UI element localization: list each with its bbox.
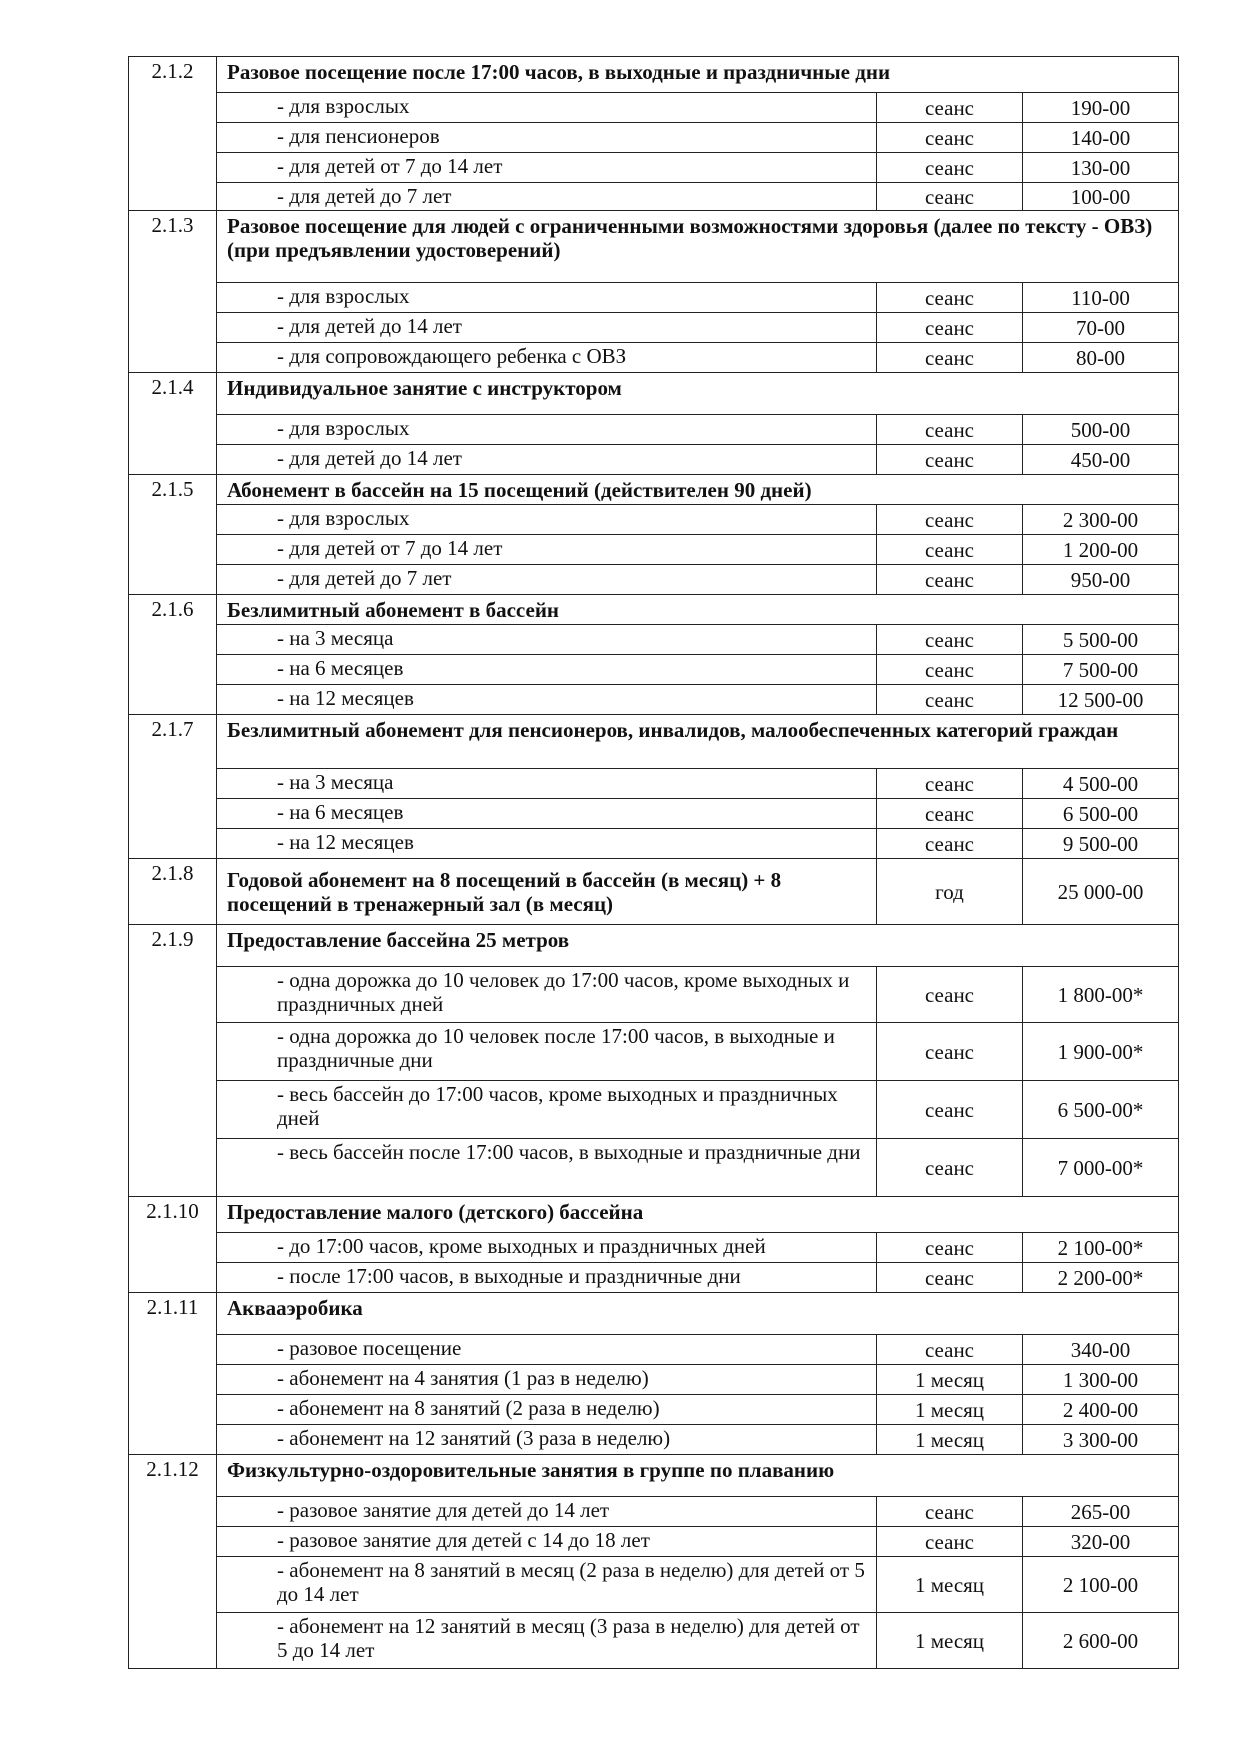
service-unit: 1 месяц bbox=[877, 1365, 1023, 1395]
service-name: - после 17:00 часов, в выходные и праздничные дни bbox=[217, 1263, 877, 1293]
service-name: - на 3 месяца bbox=[217, 625, 877, 655]
service-price: 100-00 bbox=[1023, 183, 1179, 211]
service-unit: сеанс bbox=[877, 153, 1023, 183]
service-name: - для взрослых bbox=[217, 93, 877, 123]
section-code: 2.1.12 bbox=[129, 1455, 217, 1669]
service-name: - разовое занятие для детей до 14 лет bbox=[217, 1497, 877, 1527]
section-title: Разовое посещение для людей с ограниченными возможностями здоровья (далее по тексту - ОВЗ) (при предъявлении удостоверений) bbox=[217, 211, 1179, 283]
price-row bbox=[129, 1139, 1179, 1197]
price-row bbox=[129, 769, 1179, 799]
price-row bbox=[129, 1527, 1179, 1557]
section-title: Аквааэробика bbox=[217, 1293, 1179, 1335]
section-title: Предоставление малого (детского) бассейна bbox=[217, 1197, 1179, 1233]
service-price: 950-00 bbox=[1023, 565, 1179, 595]
service-unit: сеанс bbox=[877, 1081, 1023, 1139]
price-row bbox=[129, 283, 1179, 313]
section-code: 2.1.3 bbox=[129, 211, 217, 373]
section-code: 2.1.5 bbox=[129, 475, 217, 595]
service-unit: сеанс bbox=[877, 93, 1023, 123]
price-row bbox=[129, 1395, 1179, 1425]
service-price: 500-00 bbox=[1023, 415, 1179, 445]
service-name: - разовое посещение bbox=[217, 1335, 877, 1365]
service-name: - для детей до 7 лет bbox=[217, 183, 877, 211]
service-price: 4 500-00 bbox=[1023, 769, 1179, 799]
service-price: 340-00 bbox=[1023, 1335, 1179, 1365]
section-header-row bbox=[129, 475, 1179, 505]
price-row bbox=[129, 829, 1179, 859]
service-unit: сеанс bbox=[877, 313, 1023, 343]
service-name: - весь бассейн после 17:00 часов, в выходные и праздничные дни bbox=[217, 1139, 877, 1197]
section-header-row bbox=[129, 925, 1179, 967]
price-row bbox=[129, 685, 1179, 715]
service-price: 110-00 bbox=[1023, 283, 1179, 313]
service-name: - на 12 месяцев bbox=[217, 829, 877, 859]
price-list-document bbox=[128, 56, 1178, 1669]
service-price: 2 400-00 bbox=[1023, 1395, 1179, 1425]
service-unit: сеанс bbox=[877, 799, 1023, 829]
service-price: 450-00 bbox=[1023, 445, 1179, 475]
service-price: 9 500-00 bbox=[1023, 829, 1179, 859]
section-code: 2.1.10 bbox=[129, 1197, 217, 1293]
service-unit: 1 месяц bbox=[877, 1425, 1023, 1455]
service-name: - для детей от 7 до 14 лет bbox=[217, 153, 877, 183]
section-code: 2.1.9 bbox=[129, 925, 217, 1197]
section-title: Предоставление бассейна 25 метров bbox=[217, 925, 1179, 967]
service-name: - до 17:00 часов, кроме выходных и праздничных дней bbox=[217, 1233, 877, 1263]
service-unit: сеанс bbox=[877, 535, 1023, 565]
service-unit: сеанс bbox=[877, 415, 1023, 445]
service-unit: сеанс bbox=[877, 1233, 1023, 1263]
service-name: - для сопровождающего ребенка с ОВЗ bbox=[217, 343, 877, 373]
service-price: 3 300-00 bbox=[1023, 1425, 1179, 1455]
price-row bbox=[129, 1365, 1179, 1395]
service-name: - на 6 месяцев bbox=[217, 799, 877, 829]
price-row bbox=[129, 1557, 1179, 1613]
section-code: 2.1.4 bbox=[129, 373, 217, 475]
service-name: - одна дорожка до 10 человек после 17:00 часов, в выходные и праздничные дни bbox=[217, 1023, 877, 1081]
price-row bbox=[129, 1233, 1179, 1263]
section-title: Физкультурно-оздоровительные занятия в группе по плаванию bbox=[217, 1455, 1179, 1497]
service-unit: сеанс bbox=[877, 1335, 1023, 1365]
price-row bbox=[129, 123, 1179, 153]
service-name: - на 12 месяцев bbox=[217, 685, 877, 715]
service-name: - абонемент на 8 занятий в месяц (2 раза в неделю) для детей от 5 до 14 лет bbox=[217, 1557, 877, 1613]
price-table bbox=[128, 56, 1179, 1669]
service-unit: сеанс bbox=[877, 625, 1023, 655]
service-name: - для взрослых bbox=[217, 283, 877, 313]
price-row bbox=[129, 1335, 1179, 1365]
service-name: - абонемент на 8 занятий (2 раза в неделю) bbox=[217, 1395, 877, 1425]
price-row bbox=[129, 1425, 1179, 1455]
service-unit: сеанс bbox=[877, 1263, 1023, 1293]
price-row bbox=[129, 153, 1179, 183]
price-row bbox=[129, 1081, 1179, 1139]
price-row bbox=[129, 1263, 1179, 1293]
service-name: - для пенсионеров bbox=[217, 123, 877, 153]
service-name: - абонемент на 4 занятия (1 раз в неделю) bbox=[217, 1365, 877, 1395]
service-price: 7 000-00* bbox=[1023, 1139, 1179, 1197]
section-title: Безлимитный абонемент для пенсионеров, инвалидов, малообеспеченных категорий граждан bbox=[217, 715, 1179, 769]
service-unit: сеанс bbox=[877, 967, 1023, 1023]
section-title: Годовой абонемент на 8 посещений в бассейн (в месяц) + 8 посещений в тренажерный зал (в месяц) bbox=[217, 859, 877, 925]
service-unit: сеанс bbox=[877, 283, 1023, 313]
service-price: 5 500-00 bbox=[1023, 625, 1179, 655]
service-unit: сеанс bbox=[877, 1497, 1023, 1527]
section-unit: год bbox=[877, 859, 1023, 925]
service-name: - для взрослых bbox=[217, 505, 877, 535]
section-code: 2.1.6 bbox=[129, 595, 217, 715]
service-name: - разовое занятие для детей с 14 до 18 лет bbox=[217, 1527, 877, 1557]
price-row bbox=[129, 967, 1179, 1023]
service-name: - для детей до 14 лет bbox=[217, 313, 877, 343]
price-row bbox=[129, 93, 1179, 123]
section-price: 25 000-00 bbox=[1023, 859, 1179, 925]
service-price: 1 300-00 bbox=[1023, 1365, 1179, 1395]
price-row bbox=[129, 1613, 1179, 1669]
service-name: - одна дорожка до 10 человек до 17:00 часов, кроме выходных и праздничных дней bbox=[217, 967, 877, 1023]
service-unit: сеанс bbox=[877, 565, 1023, 595]
section-header-row bbox=[129, 1197, 1179, 1233]
service-unit: сеанс bbox=[877, 343, 1023, 373]
service-price: 1 200-00 bbox=[1023, 535, 1179, 565]
section-header-row bbox=[129, 1455, 1179, 1497]
price-row bbox=[129, 799, 1179, 829]
service-price: 2 100-00 bbox=[1023, 1557, 1179, 1613]
price-row bbox=[129, 505, 1179, 535]
service-price: 6 500-00* bbox=[1023, 1081, 1179, 1139]
service-price: 1 900-00* bbox=[1023, 1023, 1179, 1081]
service-unit: сеанс bbox=[877, 769, 1023, 799]
service-price: 6 500-00 bbox=[1023, 799, 1179, 829]
service-name: - для детей до 7 лет bbox=[217, 565, 877, 595]
service-price: 2 200-00* bbox=[1023, 1263, 1179, 1293]
service-price: 2 300-00 bbox=[1023, 505, 1179, 535]
price-row bbox=[129, 343, 1179, 373]
price-row bbox=[129, 655, 1179, 685]
service-price: 140-00 bbox=[1023, 123, 1179, 153]
service-name: - абонемент на 12 занятий (3 раза в неделю) bbox=[217, 1425, 877, 1455]
service-price: 12 500-00 bbox=[1023, 685, 1179, 715]
service-unit: сеанс bbox=[877, 1139, 1023, 1197]
section-header-row bbox=[129, 211, 1179, 283]
service-price: 2 600-00 bbox=[1023, 1613, 1179, 1669]
service-name: - на 6 месяцев bbox=[217, 655, 877, 685]
service-name: - абонемент на 12 занятий в месяц (3 раза в неделю) для детей от 5 до 14 лет bbox=[217, 1613, 877, 1669]
service-unit: сеанс bbox=[877, 829, 1023, 859]
service-price: 265-00 bbox=[1023, 1497, 1179, 1527]
service-unit: 1 месяц bbox=[877, 1395, 1023, 1425]
service-price: 7 500-00 bbox=[1023, 655, 1179, 685]
service-unit: сеанс bbox=[877, 1527, 1023, 1557]
service-price: 130-00 bbox=[1023, 153, 1179, 183]
service-unit: 1 месяц bbox=[877, 1557, 1023, 1613]
section-header-row bbox=[129, 715, 1179, 769]
service-name: - для детей до 14 лет bbox=[217, 445, 877, 475]
service-unit: 1 месяц bbox=[877, 1613, 1023, 1669]
section-header-row bbox=[129, 595, 1179, 625]
price-row bbox=[129, 1497, 1179, 1527]
price-row bbox=[129, 415, 1179, 445]
service-price: 320-00 bbox=[1023, 1527, 1179, 1557]
service-unit: сеанс bbox=[877, 655, 1023, 685]
service-price: 1 800-00* bbox=[1023, 967, 1179, 1023]
service-price: 70-00 bbox=[1023, 313, 1179, 343]
service-price: 190-00 bbox=[1023, 93, 1179, 123]
section-header-row bbox=[129, 859, 1179, 925]
service-unit: сеанс bbox=[877, 505, 1023, 535]
service-unit: сеанс bbox=[877, 685, 1023, 715]
price-row bbox=[129, 1023, 1179, 1081]
price-row bbox=[129, 183, 1179, 211]
service-name: - на 3 месяца bbox=[217, 769, 877, 799]
price-row bbox=[129, 565, 1179, 595]
service-unit: сеанс bbox=[877, 445, 1023, 475]
price-row bbox=[129, 445, 1179, 475]
service-name: - для взрослых bbox=[217, 415, 877, 445]
section-header-row bbox=[129, 57, 1179, 93]
price-row bbox=[129, 625, 1179, 655]
price-row bbox=[129, 535, 1179, 565]
section-header-row bbox=[129, 373, 1179, 415]
service-unit: сеанс bbox=[877, 1023, 1023, 1081]
service-price: 2 100-00* bbox=[1023, 1233, 1179, 1263]
section-code: 2.1.7 bbox=[129, 715, 217, 859]
section-title: Индивидуальное занятие с инструктором bbox=[217, 373, 1179, 415]
section-code: 2.1.8 bbox=[129, 859, 217, 925]
service-name: - весь бассейн до 17:00 часов, кроме выходных и праздничных дней bbox=[217, 1081, 877, 1139]
section-title: Разовое посещение после 17:00 часов, в выходные и праздничные дни bbox=[217, 57, 1179, 93]
section-code: 2.1.2 bbox=[129, 57, 217, 211]
service-price: 80-00 bbox=[1023, 343, 1179, 373]
section-header-row bbox=[129, 1293, 1179, 1335]
section-title: Абонемент в бассейн на 15 посещений (действителен 90 дней) bbox=[217, 475, 1179, 505]
service-unit: сеанс bbox=[877, 123, 1023, 153]
service-unit: сеанс bbox=[877, 183, 1023, 211]
service-name: - для детей от 7 до 14 лет bbox=[217, 535, 877, 565]
section-title: Безлимитный абонемент в бассейн bbox=[217, 595, 1179, 625]
price-row bbox=[129, 313, 1179, 343]
section-code: 2.1.11 bbox=[129, 1293, 217, 1455]
